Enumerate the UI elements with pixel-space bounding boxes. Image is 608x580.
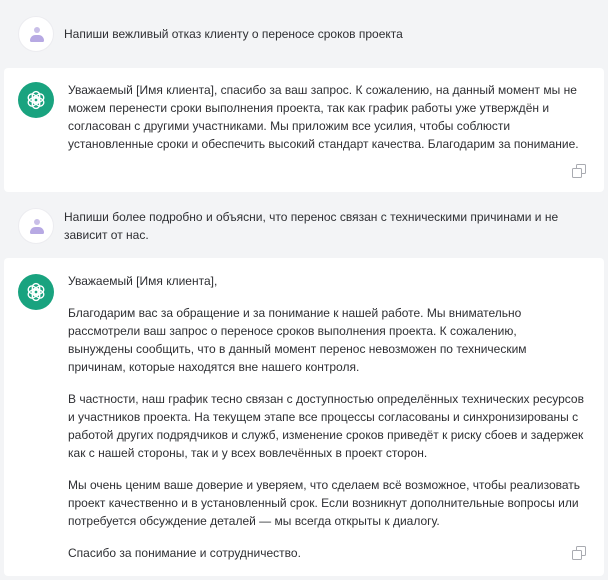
message-paragraph: Спасибо за понимание и сотрудничество. [68,546,301,560]
user-message-2 [0,192,608,258]
user-message-text: Напиши более подробно и объясни, что перенос связан с техническими причинами и не зависит от нас. [64,210,559,242]
assistant-message-text: Уважаемый [Имя клиента], спасибо за ваш запрос. К сожалению, на данный момент мы не можем перенести сроки выполнения проекта, так как график работы уже утверждён и согласован с другими участниками. Мы приложим все усилия, чтобы соблюсти установленные сроки и обеспечить высокий стандарт качества. Благодарим за понимание. [68,83,579,151]
user-message-text: Напиши вежливый отказ клиенту о переносе сроков проекта [64,27,403,41]
user-avatar-icon [18,16,54,52]
user-message-1 [0,0,608,68]
message-paragraph: Уважаемый [Имя клиента], [68,274,218,288]
user-avatar-icon [18,208,54,244]
copy-icon[interactable] [572,164,586,178]
message-paragraph: Мы очень ценим ваше доверие и уверяем, что сделаем всё возможное, чтобы реализовать проект качественно и в установленный срок. Если возникнут дополнительные вопросы или потребуется обсуждение деталей — мы всегда открыты к диалогу. [68,478,581,528]
copy-icon[interactable] [572,546,586,560]
assistant-message-text [68,272,584,562]
message-paragraph: Благодарим вас за обращение и за понимание к нашей работе. Мы внимательно рассмотрели ваш запрос о переносе сроков выполнения проекта. К сожалению, вынуждены сообщить, что в данный момент перенос невозможен по техническим причинам, которые находятся вне нашего контроля. [68,306,527,374]
openai-logo-icon [18,274,54,310]
openai-logo-icon [18,82,54,118]
message-paragraph: В частности, наш график тесно связан с доступностью определённых технических ресурсов и участников проекта. На текущем этапе все процессы согласованы и синхронизированы с работой других подрядчиков и служб, изменение сроков приведёт к риску сбоев и задержек как с нашей стороны, так и у всех вовлечённых в проект сторон. [68,392,584,460]
assistant-message-2 [4,258,604,576]
assistant-message-1 [4,68,604,192]
